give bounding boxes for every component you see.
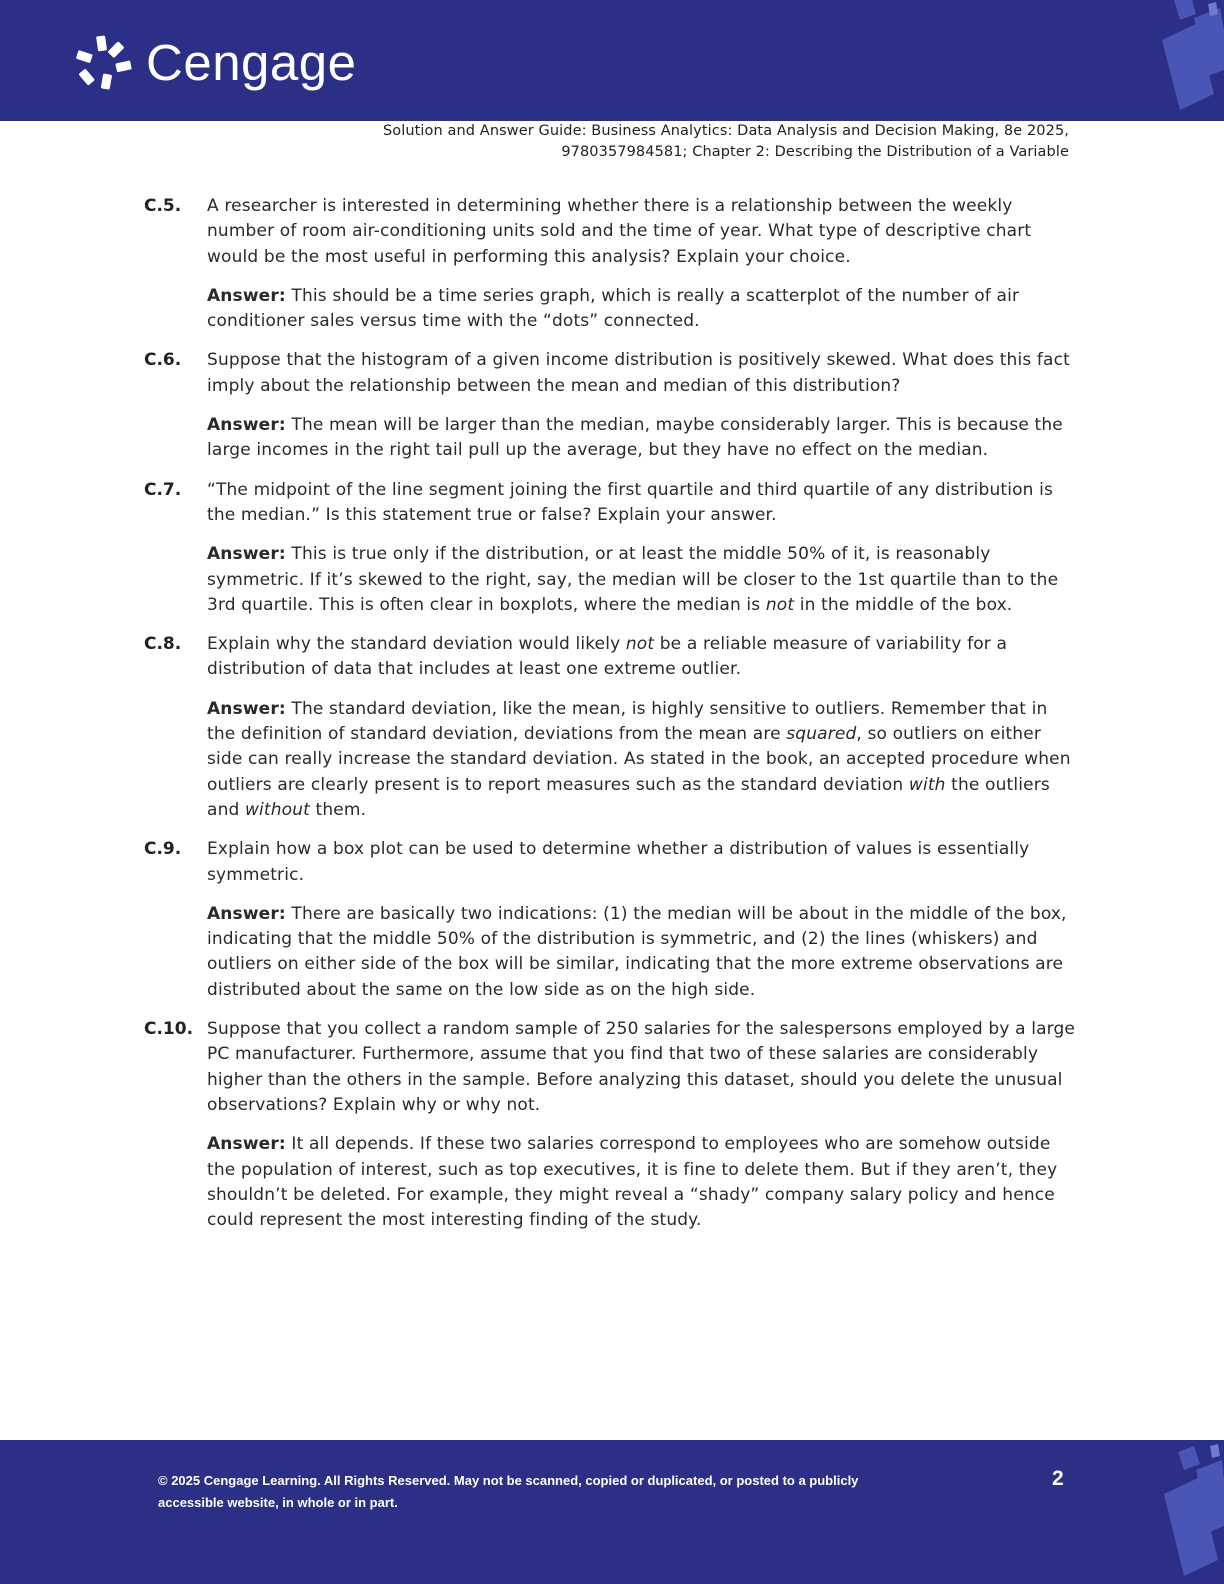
- answer-emphasis: not: [765, 594, 795, 615]
- copyright-notice: [158, 1470, 918, 1514]
- question-text: “The midpoint of the line segment joining the first quartile and third quartile of any distribution is the median.” Is this statement true or false? Explain your answer.: [207, 479, 1053, 525]
- question-block-c5: [144, 194, 1084, 334]
- answer-body: This should be a time series graph, which is really a scatterplot of the number of air conditioner sales versus time with the “dots” connected.: [207, 285, 1020, 332]
- question-part-1: Explain why the standard deviation would likely: [207, 634, 621, 655]
- question-text: Explain how a box plot can be used to determine whether a distribution of values is essentially symmetric.: [207, 839, 1030, 885]
- answer-body: There are basically two indications: (1) the median will be about in the middle of the box, indicating that the middle 50% of the distribution is symmetric, and (2) the lines (whiskers) and outliers on either side of the box will be similar, indicating that the more extreme observations are distributed about the same on the low side as on the high side.: [207, 903, 1067, 1000]
- question-block-c8: [144, 632, 1084, 823]
- answer-text: [207, 697, 1075, 823]
- question-number: C.8.: [144, 634, 182, 655]
- question-number: C.9.: [144, 839, 182, 860]
- answer-body: It all depends. If these two salaries correspond to employees who are somehow outside the population of interest, such as top executives, it is fine to delete them. But if they aren’t, they shouldn’t be deleted. For example, they might reveal a “shady” company salary policy and hence could represent the most interesting finding of the study.: [207, 1134, 1058, 1231]
- footer-corner-decoration: [1134, 1440, 1224, 1584]
- answer-body-part-1: This is true only if the distribution, or at least the middle 50% of it, is reasonably symmetric. If it’s skewed to the right, say, the median will be closer to the 1st quartile than to the 3rd quartile. This is often clear in boxplots, where the median is: [207, 544, 1059, 615]
- question-text: Suppose that you collect a random sample of 250 salaries for the salespersons employed by a large PC manufacturer. Furthermore, assume that you find that two of these salaries are considerably higher than the others in the sample. Before analyzing this dataset, should you delete the unusual observations? Explain why or why not.: [207, 1019, 1076, 1115]
- question-text: Suppose that the histogram of a given income distribution is positively skewed. What does this fact imply about the relationship between the mean and median of this distribution?: [207, 350, 1070, 396]
- answer-label: Answer:: [207, 415, 286, 436]
- question-number: C.5.: [144, 196, 182, 216]
- answer-body-part-3: the outliers and: [207, 774, 1050, 820]
- question-block-c7: [144, 478, 1084, 618]
- answer-label: Answer:: [207, 698, 286, 719]
- question-part-2: be a reliable measure of variability for a distribution of data that includes at least one extreme outlier.: [207, 634, 1008, 680]
- answer-body: The mean will be larger than the median, maybe considerably larger. This is because the large incomes in the right tail pull up the average, but they have no effect on the median.: [207, 415, 1063, 461]
- corner-decoration: [1134, 0, 1224, 121]
- running-head-line-2: 9780357984581; Chapter 2: Describing the Distribution of a Variable: [561, 144, 1069, 160]
- question-text: [207, 632, 1077, 683]
- answer-body-part-1: The standard deviation, like the mean, is highly sensitive to outliers. Remember that in the definition of standard deviation, deviations from the mean are: [207, 698, 1048, 745]
- question-block-c10: [144, 1017, 1084, 1233]
- answer-text: [207, 413, 1075, 464]
- footer-band: [0, 1440, 1224, 1584]
- answer-label: Answer:: [207, 1134, 286, 1155]
- answer-emphasis-1: squared: [786, 724, 857, 745]
- question-text: A researcher is interested in determining whether there is a relationship between the weekly number of room air-conditioning units sold and the time of year. What type of descriptive chart would be the most useful in performing this analysis? Explain your choice.: [207, 196, 1032, 267]
- answer-text: [207, 902, 1075, 1003]
- running-head: [169, 121, 1069, 163]
- answer-label: Answer:: [207, 903, 286, 924]
- cengage-mark-icon: [72, 34, 138, 92]
- answer-emphasis-3: without: [245, 799, 310, 820]
- copyright-line-1: © 2025 Cengage Learning. All Rights Reserved. May not be scanned, copied or duplicated, or posted to a publicly: [158, 1473, 859, 1488]
- header-band: [0, 0, 1224, 121]
- answer-body-part-2: , so outliers on either side can really increase the standard deviation. As stated in the book, an accepted procedure when outliers are clearly present is to report measures such as the standard deviation: [207, 724, 1071, 795]
- brand-name: Cengage: [146, 34, 357, 91]
- answer-body-part-4: them.: [315, 799, 367, 820]
- answer-text: [207, 284, 1075, 335]
- running-head-line-1: Solution and Answer Guide: Business Analytics: Data Analysis and Decision Making, 8e 2025,: [382, 123, 1069, 139]
- answer-text: [207, 542, 1075, 618]
- answer-label: Answer:: [207, 544, 286, 565]
- answer-body-part-2: in the middle of the box.: [799, 594, 1013, 615]
- answer-text: [207, 1132, 1075, 1233]
- question-emphasis: not: [625, 634, 655, 655]
- question-block-c6: [144, 348, 1084, 463]
- cengage-logo[interactable]: [72, 34, 357, 92]
- page-number: 2: [1052, 1467, 1064, 1490]
- answer-label: Answer:: [207, 285, 286, 306]
- question-number: C.10.: [144, 1019, 194, 1040]
- answer-emphasis-2: with: [908, 774, 946, 795]
- question-block-c9: [144, 837, 1084, 1003]
- question-number: C.7.: [144, 479, 182, 500]
- main-content: [144, 194, 1084, 1247]
- copyright-line-2: accessible website, in whole or in part.: [158, 1495, 398, 1510]
- question-number: C.6.: [144, 350, 182, 371]
